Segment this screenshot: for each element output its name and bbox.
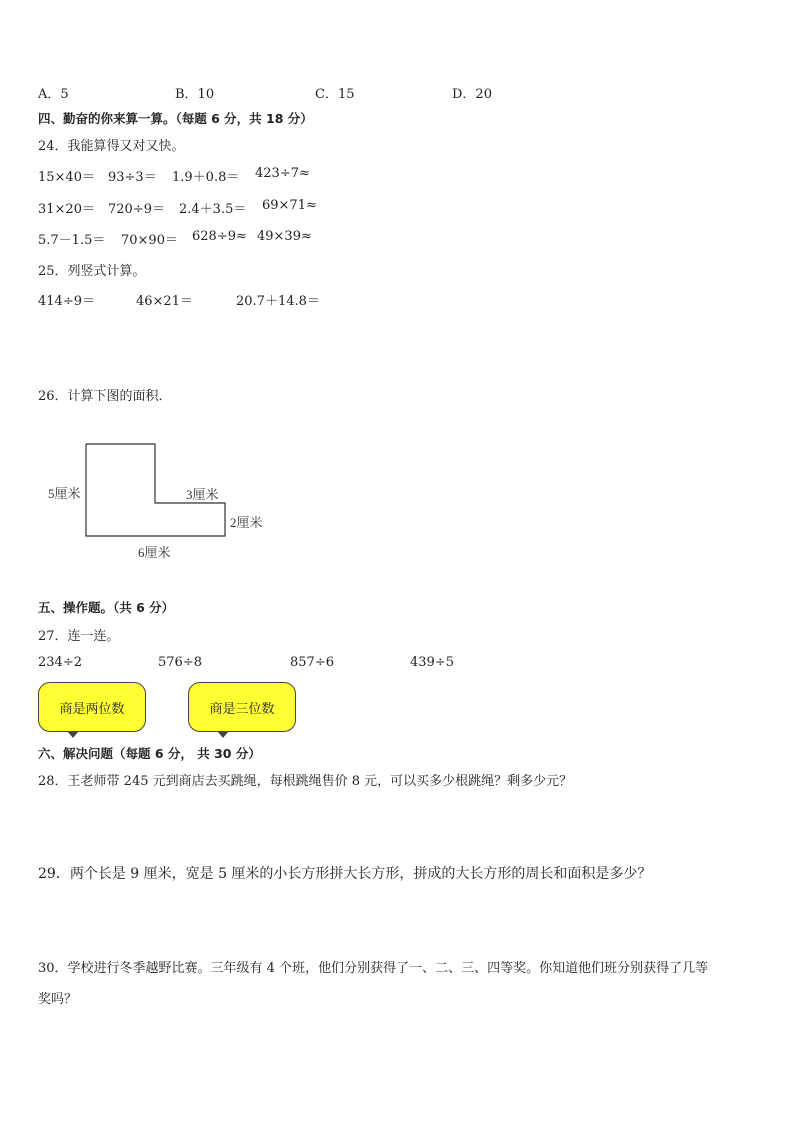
- q27-item: 439÷5: [410, 655, 454, 670]
- q24-item: 70×90＝: [121, 233, 178, 248]
- q25-item: 46×21＝: [136, 294, 193, 309]
- bubble-tail: [68, 732, 78, 738]
- option-c: C．15: [315, 87, 355, 102]
- q24-item: 15×40＝: [38, 170, 95, 185]
- bubble-two-digit: [38, 682, 146, 732]
- q24-title: 24．我能算得又对又快。: [38, 139, 185, 154]
- bubble-tail: [218, 732, 228, 738]
- label-bottom: 6厘米: [138, 545, 171, 560]
- q25-item: 20.7＋14.8＝: [236, 294, 320, 309]
- q29-text: 29．两个长是 9 厘米，宽是 5 厘米的小长方形拼大长方形，拼成的大长方形的周长和面积是多少？: [38, 866, 652, 882]
- option-b: B．10: [175, 87, 215, 102]
- bubble-label: 商是两位数: [59, 701, 125, 717]
- q24-item: 69×71≈: [262, 198, 317, 213]
- q24-item: 49×39≈: [257, 229, 312, 244]
- option-a: A．5: [38, 87, 69, 102]
- q26-title: 26．计算下图的面积．: [38, 389, 172, 404]
- l-shape-figure: [40, 430, 280, 570]
- q24-item: 1.9＋0.8＝: [172, 170, 240, 185]
- q27-item: 857÷6: [290, 655, 334, 670]
- option-d: D．20: [452, 87, 492, 102]
- q24-item: 2.4＋3.5＝: [179, 202, 247, 217]
- q24-item: 93÷3＝: [108, 170, 157, 185]
- q24-item: 628÷9≈: [192, 229, 247, 244]
- q24-item: 423÷7≈: [255, 166, 310, 181]
- q24-item: 31×20＝: [38, 202, 95, 217]
- label-right: 2厘米: [230, 515, 263, 530]
- bubble-three-digit: [188, 682, 296, 732]
- q27-title: 27．连一连。: [38, 629, 120, 644]
- q27-item: 234÷2: [38, 655, 82, 670]
- q30-line-2: 奖吗？: [38, 992, 78, 1007]
- bubble-label: 商是三位数: [209, 701, 275, 717]
- q30-line-1: 30．学校进行冬季越野比赛。三年级有 4 个班，他们分别获得了一、二、三、四等奖。你知道他们班分别获得了几等: [38, 961, 709, 976]
- q24-item: 720÷9＝: [108, 202, 165, 217]
- label-left: 5厘米: [48, 486, 81, 501]
- q25-title: 25．列竖式计算。: [38, 264, 146, 279]
- q25-item: 414÷9＝: [38, 294, 95, 309]
- q27-item: 576÷8: [158, 655, 202, 670]
- section-4-title: 四、勤奋的你来算一算。（每题 6 分，共 18 分）: [38, 111, 313, 126]
- section-5-title: 五、操作题。（共 6 分）: [38, 600, 175, 615]
- label-inner: 3厘米: [186, 487, 219, 502]
- q24-item: 5.7－1.5＝: [38, 233, 106, 248]
- q28-text: 28．王老师带 245 元到商店去买跳绳，每根跳绳售价 8 元，可以买多少根跳绳？剩多少元？: [38, 774, 573, 789]
- section-6-title: 六、解决问题（每题 6 分， 共 30 分）: [38, 746, 261, 761]
